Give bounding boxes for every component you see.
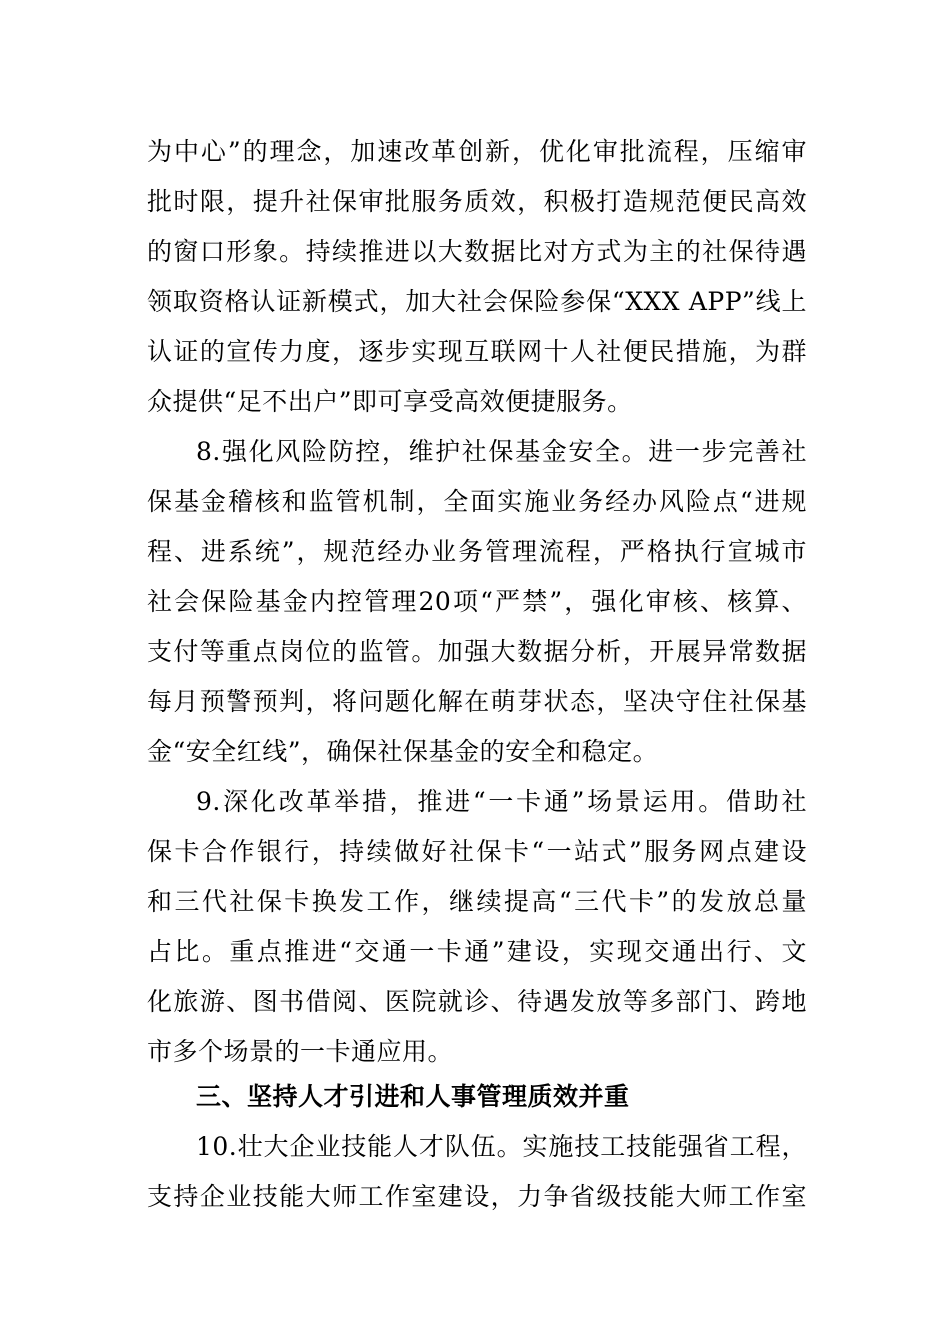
paragraph-line: 市多个场景的一卡通应用。 bbox=[147, 1037, 454, 1066]
paragraph-line: 和三代社保卡换发工作，继续提高“三代卡”的发放总量 bbox=[147, 887, 807, 916]
paragraph-line: 保基金稽核和监管机制，全面实施业务经办风险点“进规 bbox=[147, 487, 807, 516]
paragraph-line: 为中心”的理念，加速改革创新，优化审批流程，压缩审 bbox=[147, 137, 807, 166]
item-10-heading-line: 10.壮大企业技能人才队伍。实施技工技能强省工程， bbox=[196, 1132, 807, 1161]
paragraph-line: 批时限，提升社保审批服务质效，积极打造规范便民高效 bbox=[147, 187, 807, 216]
item-9-heading-line: 9.深化改革举措，推进“一卡通”场景运用。借助社 bbox=[196, 787, 807, 816]
item-8-heading-line: 8.强化风险防控，维护社保基金安全。进一步完善社 bbox=[196, 437, 807, 466]
paragraph-line: 社会保险基金内控管理20项“严禁”，强化审核、核算、 bbox=[147, 587, 807, 616]
paragraph-line: 占比。重点推进“交通一卡通”建设，实现交通出行、文 bbox=[147, 937, 807, 966]
paragraph-line: 众提供“足不出户”即可享受高效便捷服务。 bbox=[147, 387, 633, 416]
paragraph-line: 支付等重点岗位的监管。加强大数据分析，开展异常数据 bbox=[147, 637, 807, 666]
paragraph-line: 程、进系统”，规范经办业务管理流程，严格执行宣城市 bbox=[147, 537, 807, 566]
paragraph-line: 化旅游、图书借阅、医院就诊、待遇发放等多部门、跨地 bbox=[147, 987, 807, 1016]
paragraph-line: 的窗口形象。持续推进以大数据比对方式为主的社保待遇 bbox=[147, 237, 807, 266]
paragraph-line: 每月预警预判，将问题化解在萌芽状态，坚决守住社保基 bbox=[147, 687, 807, 716]
section-three-heading: 三、坚持人才引进和人事管理质效并重 bbox=[196, 1082, 630, 1111]
paragraph-line: 支持企业技能大师工作室建设，力争省级技能大师工作室 bbox=[147, 1182, 807, 1211]
paragraph-line: 金“安全红线”，确保社保基金的安全和稳定。 bbox=[147, 737, 659, 766]
paragraph-line: 领取资格认证新模式，加大社会保险参保“XXX APP”线上 bbox=[147, 287, 807, 316]
paragraph-line: 保卡合作银行，持续做好社保卡“一站式”服务网点建设 bbox=[147, 837, 807, 866]
paragraph-line: 认证的宣传力度，逐步实现互联网十人社便民措施，为群 bbox=[147, 337, 807, 366]
